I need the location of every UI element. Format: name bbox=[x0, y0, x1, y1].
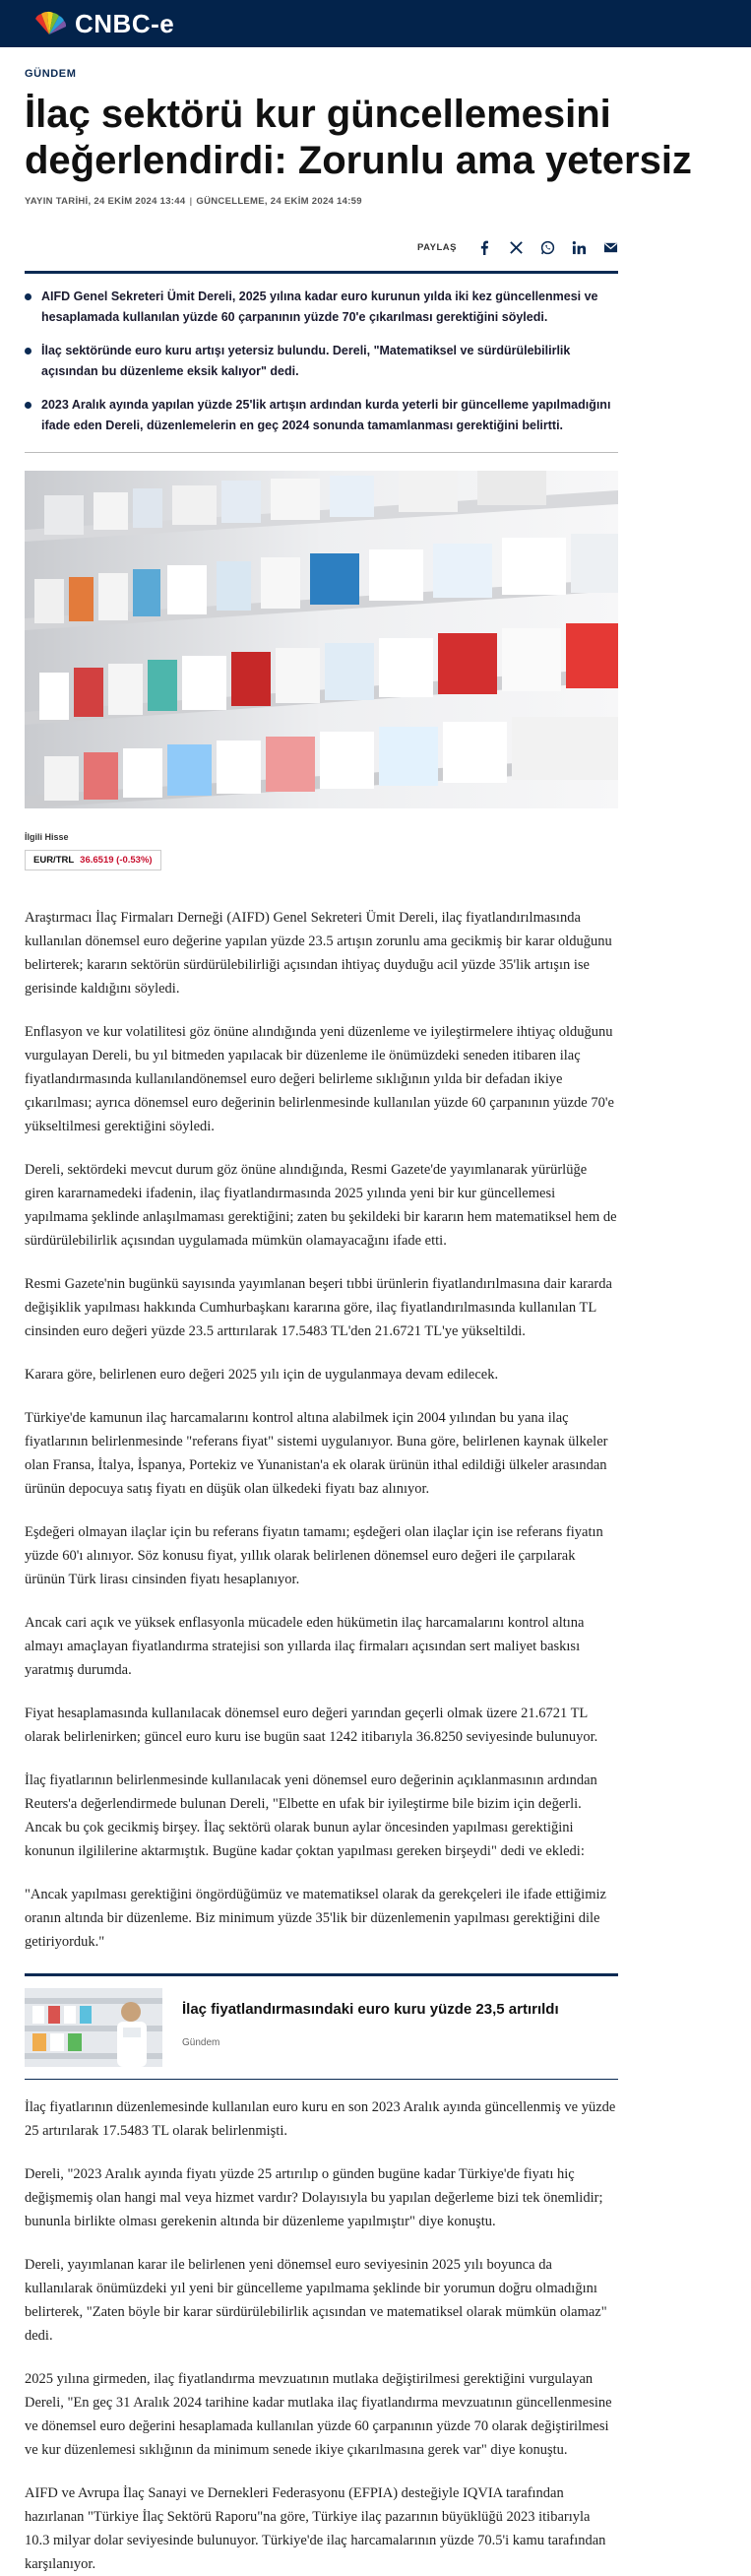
updated-date: GÜNCELLEME, 24 EKİM 2024 14:59 bbox=[196, 196, 362, 207]
stock-change: 36.6519 (-0.53%) bbox=[80, 855, 153, 866]
body-paragraph: "Ancak yapılması gerektiğini öngördüğümüz ve matematiksel olarak da gerekçeleri ile ifade ettiğimiz oranın altında bir düzenleme. Biz minimum yüzde 35'lik bir düzenlemenin yapılması gerektiğini dile getiriyorduk." bbox=[25, 1887, 606, 1950]
key-point: AIFD Genel Sekreteri Ümit Dereli, 2025 yılına kadar euro kurunun yılda iki kez güncellenmesi ve hesaplamada kullanılan yüzde 60 çarpanının yüzde 70'e çıkarılması gerektiğini söyledi. bbox=[25, 287, 618, 328]
article-page bbox=[0, 68, 751, 2576]
share-label: PAYLAŞ bbox=[417, 241, 457, 253]
body-paragraph: Dereli, yayımlanan karar ile belirlenen yeni dönemsel euro seviyesinin 2025 yılı boyunca da kullanılarak önümüzdeki yıl yeni bir güncelleme yapılmama şeklinde bir yorumun doğru olmadığını belirterek, "Zaten böyle bir karar sürdürülebilirlik açısından ve matematiksel olarak mümkün olamaz" dedi. bbox=[25, 2257, 607, 2344]
related-stock-label: İlgili Hisse bbox=[25, 832, 69, 842]
section-tag[interactable]: GÜNDEM bbox=[25, 68, 77, 80]
body-paragraph: İlaç fiyatlarının düzenlemesinde kullanılan euro kuru en son 2023 Aralık ayında güncellenmiş ve yüzde 25 artırılarak 17.5483 TL olarak belirlenmişti. bbox=[25, 2099, 616, 2139]
key-point: 2023 Aralık ayında yapılan yüzde 25'lik artışın ardından kurda yeterli bir güncelleme yapılmadığını ifade eden Dereli, düzenlemelerin en geç 2024 sonunda tamamlanması gerektiğini belirtti. bbox=[25, 395, 618, 436]
key-points bbox=[25, 271, 618, 453]
body-paragraph: Fiyat hesaplamasında kullanılacak dönemsel euro değeri yarından geçerli olmak üzere 21.6721 TL olarak belirlenirken; güncel euro kuru ise bugün saat 1242 itibarıyla 36.8250 seviyesinde bulunuyor. bbox=[25, 1706, 598, 1745]
body-paragraph: Enflasyon ve kur volatilitesi göz önüne alındığında yeni düzenleme ve iyileştirmelere ihtiyaç olduğunu vurgulayan Dereli, bu yıl bitmeden yapılacak bir düzenleme ile önümüzdeki seneden itibaren ilaç fiyatlandırmasında kullanılandönemsel euro değeri belirleme sıklığının yılda bir defadan ikiye çıkarılması; ayrıca dönemsel euro değerinin belirlenmesinde kullanılan yüzde 60 çarpanının yüzde 70'e yükseltilmesi gerektiğini söyledi. bbox=[25, 1024, 614, 1134]
article-dates: YAYIN TARİHİ, 24 EKİM 2024 13:44 | GÜNCELLEME, 24 EKİM 2024 14:59 bbox=[25, 196, 362, 207]
body-paragraph: 2025 yılına girmeden, ilaç fiyatlandırma mevzuatının mutlaka değiştirilmesi gerektiğini vurgulayan Dereli, "En geç 31 Aralık 2024 tarihine kadar mutlaka ilaç fiyatlandırma mevzuatının güncellenmesine ve dönemsel euro değerini hesaplamada kullanılan yüzde 60 çarpanının yüzde 70 olarak değiştirilmesi ve kur düzenlemesi sıklığının da minimum senede ikiye çıkarılmasına gerek var" diye konuştu. bbox=[25, 2371, 612, 2458]
linkedin-icon[interactable] bbox=[571, 239, 587, 255]
related-article-card[interactable] bbox=[25, 1973, 618, 2080]
bullet-dot bbox=[25, 293, 31, 300]
bullet-dot bbox=[25, 348, 31, 354]
key-point: İlaç sektöründe euro kuru artışı yetersiz bulundu. Dereli, "Matematiksel ve sürdürülebilirlik açısından bu düzenleme eksik kalıyor" dedi. bbox=[25, 341, 618, 382]
published-date: YAYIN TARİHİ, 24 EKİM 2024 13:44 bbox=[25, 196, 186, 207]
body-paragraph: İlaç fiyatlarının belirlenmesinde kullanılacak yeni dönemsel euro değerinin açıklanmasının ardından Reuters'a değerlendirmede bulunan Dereli, "Elbette en ufak bir iyileştirme bile bizim için değerli. Ancak bu çok gecikmiş birşey. İlaç sektörü olarak bunun aylar öncesinden yapılması gerektiğini konunun ilgililerine aktarmıştık. Bugüne kadar çoktan yapılması gereken birşeydi" dedi ve ekledi: bbox=[25, 1772, 597, 1859]
body-paragraph: Araştırmacı İlaç Firmaları Derneği (AIFD) Genel Sekreteri Ümit Dereli, ilaç fiyatlandırılmasında kullanılan dönemsel euro değerine yapılan yüzde 23.5 artışın zorunlu ama gecikmiş bir karar olduğunu belirterek; kararın sektörün sürdürülebilirliği açısından ihtiyaç duyduğu acil yüzde 35'lik artışın ise gerisinde kaldığını söyledi. bbox=[25, 910, 612, 997]
site-logo[interactable] bbox=[30, 9, 174, 39]
site-header bbox=[0, 0, 751, 47]
body-paragraph: AIFD ve Avrupa İlaç Sanayi ve Dernekleri Federasyonu (EFPIA) desteğiyle IQVIA tarafından hazırlanan "Türkiye İlaç Sektörü Raporu"na göre, Türkiye ilaç pazarının büyüklüğü 2023 itibarıyla 10.3 milyar dolar seviyesinde bulunuyor. Türkiye'de ilaç harcamalarının yüzde 70.5'i kamu tarafından karşılanıyor. bbox=[25, 2485, 606, 2572]
body-paragraph: Resmi Gazete'nin bugünkü sayısında yayımlanan beşeri tıbbi ürünlerin fiyatlandırılmasına dair kararda değişiklik yapılması hakkında Cumhurbaşkanı kararına göre, ilaç fiyatlandırılmasında kullanılan TL cinsinden euro değeri yüzde 23.5 arttırılarak 17.5483 TL'den 21.6721 TL'ye yükseltildi. bbox=[25, 1276, 612, 1339]
related-stock bbox=[25, 832, 726, 870]
bullet-dot bbox=[25, 402, 31, 409]
body-paragraph: Ancak cari açık ve yüksek enflasyonla mücadele eden hükümetin ilaç harcamalarını kontrol altına almayı amaçlayan fiyatlandırma stratejisi son yıllarda ilaç firmaları açısından sert maliyet baskısı yaratmış durumda. bbox=[25, 1615, 585, 1678]
facebook-icon[interactable] bbox=[476, 239, 492, 255]
email-icon[interactable] bbox=[602, 239, 618, 255]
hero-image-pharmacy-shelves bbox=[25, 471, 618, 808]
share-bar bbox=[25, 236, 618, 258]
peacock-logo-icon bbox=[30, 11, 69, 36]
related-article-thumbnail bbox=[25, 1988, 162, 2067]
stock-symbol: EUR/TRL bbox=[33, 855, 75, 866]
stock-quote-chip[interactable] bbox=[25, 850, 161, 870]
brand-name: CNBC-e bbox=[75, 8, 175, 38]
body-paragraph: Dereli, "2023 Aralık ayında fiyatı yüzde 25 artırılıp o günden bugüne kadar Türkiye'de fiyatı hiç değişmemiş olan hangi mal veya hizmet vardır? Dolayısıyla bu yapılan değerleme bizi tek önemlidir; bununla birlikte olması gerekenin altında bir düzenleme yapılmıştır" diye konuştu. bbox=[25, 2166, 603, 2229]
whatsapp-icon[interactable] bbox=[539, 239, 555, 255]
related-article-section: Gündem bbox=[182, 2037, 220, 2048]
related-article-title: İlaç fiyatlandırmasındaki euro kuru yüzde 23,5 artırıldı bbox=[182, 2001, 559, 2018]
x-twitter-icon[interactable] bbox=[508, 239, 524, 255]
body-paragraph: Türkiye'de kamunun ilaç harcamalarını kontrol altına alabilmek için 2004 yılından bu yana ilaç fiyatlarının belirlenmesinde "referans fiyat" sistemi uygulanıyor. Buna göre, belirlenen kaynak ülkeler olan Fransa, İtalya, İspanya, Portekiz ve Yunanistan'a ek olarak ürünün ithal edildiği ülkeler arasından ürünün depocuya satış fiyatı en düşük olan ülkedeki fiyatı baz alınıyor. bbox=[25, 1410, 608, 1497]
body-paragraph: Eşdeğeri olmayan ilaçlar için bu referans fiyatın tamamı; eşdeğeri olan ilaçlar için ise referans fiyatın yüzde 60'ı alınıyor. Söz konusu fiyat, yıllık olarak belirlenen dönemsel euro değeri ile çarpılarak ürünün Türk lirası cinsinden fiyatı hesaplanıyor. bbox=[25, 1524, 603, 1587]
body-paragraph: Dereli, sektördeki mevcut durum göz önüne alındığında, Resmi Gazete'de yayımlanarak yürürlüğe giren kararnamedeki ifadenin, ilaç fiyatlandırmasında 2025 yılında yeni bir kur güncellemesi yapılmama şeklinde anlaşılmaması gerektiğini; zaten bu şekildeki bir kararın hem matematiksel hem de sürdürülebilirlik açısından uygulamada mümkün olamayacağını ifade etti. bbox=[25, 1162, 617, 1249]
article-title: İlaç sektörü kur güncellemesini değerlendirdi: Zorunlu ama yetersiz bbox=[25, 93, 692, 182]
article-body bbox=[25, 906, 618, 2576]
body-paragraph: Karara göre, belirlenen euro değeri 2025 yılı için de uygulanmaya devam edilecek. bbox=[25, 1367, 499, 1383]
